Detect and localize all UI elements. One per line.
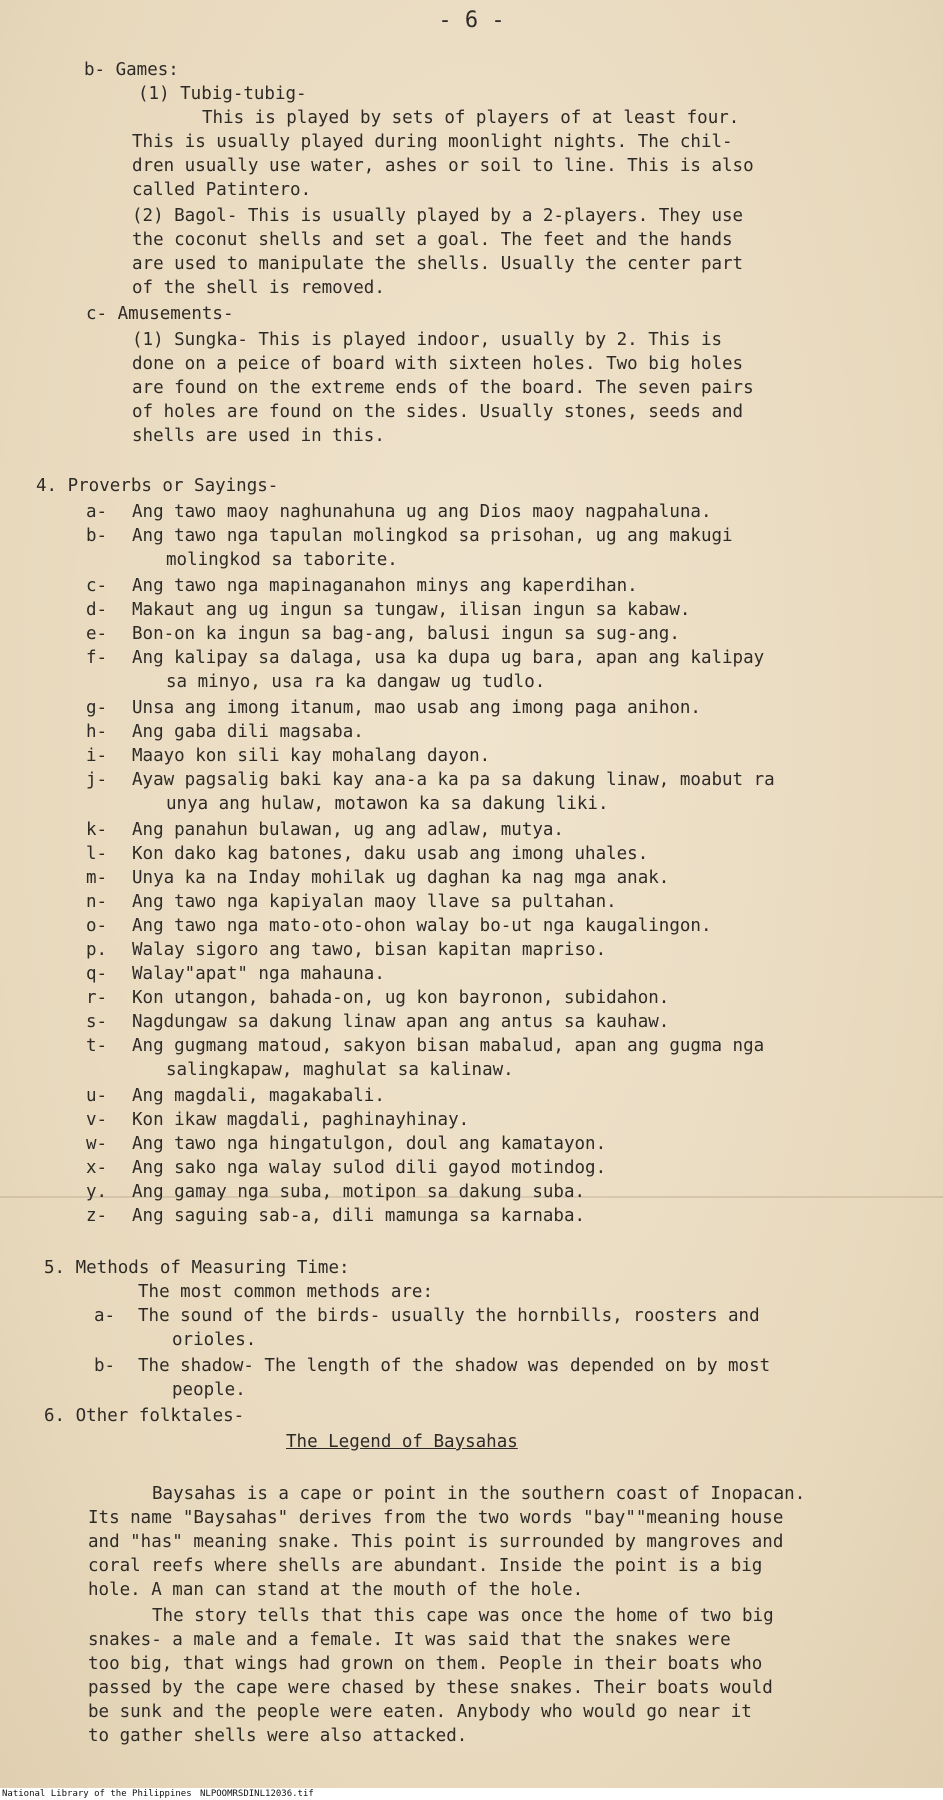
- proverb-letter: a-: [86, 502, 108, 522]
- proverb-letter: c-: [86, 576, 108, 596]
- measuring-heading: 5. Methods of Measuring Time:: [44, 1258, 350, 1278]
- amusements-line: of holes are found on the sides. Usually stones, seeds and: [132, 402, 744, 422]
- legend-line: Baysahas is a cape or point in the southern coast of Inopacan.: [152, 1484, 806, 1504]
- measuring-text: people.: [172, 1380, 246, 1400]
- proverb-text: Ang gaba dili magsaba.: [132, 722, 364, 742]
- games-line: dren usually use water, ashes or soil to line. This is also: [132, 156, 754, 176]
- proverb-letter: d-: [86, 600, 108, 620]
- games-line: (2) Bagol- This is usually played by a 2-players. They use: [132, 206, 744, 226]
- proverb-text: Ang panahun bulawan, ug ang adlaw, mutya.: [132, 820, 564, 840]
- legend-line: The story tells that this cape was once the home of two big: [152, 1606, 774, 1626]
- legend-title: The Legend of Baysahas: [286, 1432, 518, 1452]
- folktales-heading: 6. Other folktales-: [44, 1406, 245, 1426]
- games-line: the coconut shells and set a goal. The feet and the hands: [132, 230, 733, 250]
- legend-line: and "has" meaning snake. This point is surrounded by mangroves and: [88, 1532, 784, 1552]
- proverb-text: Ang saguing sab-a, dili mamunga sa karnaba.: [132, 1206, 586, 1226]
- proverb-text: Ang tawo nga tapulan molingkod sa prisohan, ug ang makugi: [132, 526, 733, 546]
- proverb-letter: e-: [86, 624, 108, 644]
- scan-footer: [0, 1788, 943, 1800]
- measuring-intro: The most common methods are:: [138, 1282, 434, 1302]
- proverb-letter: v-: [86, 1110, 108, 1130]
- proverb-text: Unya ka na Inday mohilak ug daghan ka nag mga anak.: [132, 868, 670, 888]
- proverb-letter: t-: [86, 1036, 108, 1056]
- measuring-text: orioles.: [172, 1330, 257, 1350]
- proverb-text: Ang tawo maoy naghunahuna ug ang Dios maoy nagpahaluna.: [132, 502, 712, 522]
- proverb-text: Ang magdali, magakabali.: [132, 1086, 385, 1106]
- legend-line: be sunk and the people were eaten. Anybody who would go near it: [88, 1702, 752, 1722]
- games-line: This is played by sets of players of at least four.: [202, 108, 740, 128]
- proverb-text: Unsa ang imong itanum, mao usab ang imong paga anihon.: [132, 698, 701, 718]
- proverb-text: Kon utangon, bahada-on, ug kon bayronon, subidahon.: [132, 988, 670, 1008]
- measuring-letter: a-: [94, 1306, 116, 1326]
- proverb-letter: z-: [86, 1206, 108, 1226]
- legend-line: snakes- a male and a female. It was said that the snakes were: [88, 1630, 731, 1650]
- proverb-text: sa minyo, usa ra ka dangaw ug tudlo.: [166, 672, 546, 692]
- proverb-letter: j-: [86, 770, 108, 790]
- amusements-line: done on a peice of board with sixteen holes. Two big holes: [132, 354, 744, 374]
- proverb-text: Kon ikaw magdali, paghinayhinay.: [132, 1110, 470, 1130]
- games-line: are used to manipulate the shells. Usually the center part: [132, 254, 744, 274]
- proverb-letter: o-: [86, 916, 108, 936]
- proverb-text: Ayaw pagsalig baki kay ana-a ka pa sa dakung linaw, moabut ra: [132, 770, 775, 790]
- proverb-letter: y.: [86, 1182, 108, 1202]
- proverb-letter: h-: [86, 722, 108, 742]
- proverb-letter: q-: [86, 964, 108, 984]
- proverb-text: Ang tawo nga kapiyalan maoy llave sa pultahan.: [132, 892, 617, 912]
- proverbs-heading: 4. Proverbs or Sayings-: [36, 476, 279, 496]
- proverb-text: unya ang hulaw, motawon ka sa dakung liki.: [166, 794, 609, 814]
- legend-line: to gather shells were also attacked.: [88, 1726, 468, 1746]
- proverb-letter: f-: [86, 648, 108, 668]
- proverb-letter: l-: [86, 844, 108, 864]
- legend-line: coral reefs where shells are abundant. Inside the point is a big: [88, 1556, 763, 1576]
- proverb-letter: i-: [86, 746, 108, 766]
- proverb-text: Nagdungaw sa dakung linaw apan ang antus sa kauhaw.: [132, 1012, 670, 1032]
- footer-file: NLPOOMRSDINL12036.tif: [200, 1789, 314, 1799]
- amusements-line: shells are used in this.: [132, 426, 385, 446]
- proverb-text: salingkapaw, maghulat sa kalinaw.: [166, 1060, 514, 1080]
- proverb-text: Makaut ang ug ingun sa tungaw, ilisan ingun sa kabaw.: [132, 600, 691, 620]
- proverb-letter: p.: [86, 940, 108, 960]
- legend-line: too big, that wings had grown on them. People in their boats who: [88, 1654, 763, 1674]
- proverb-text: Ang tawo nga hingatulgon, doul ang kamatayon.: [132, 1134, 607, 1154]
- proverb-letter: m-: [86, 868, 108, 888]
- proverb-text: Ang tawo nga mato-oto-ohon walay bo-ut nga kaugalingon.: [132, 916, 712, 936]
- amusements-line: are found on the extreme ends of the board. The seven pairs: [132, 378, 754, 398]
- proverb-text: Kon dako kag batones, daku usab ang imong uhales.: [132, 844, 649, 864]
- proverb-letter: g-: [86, 698, 108, 718]
- measuring-text: The shadow- The length of the shadow was depended on by most: [138, 1356, 771, 1376]
- games-line: This is usually played during moonlight nights. The chil-: [132, 132, 733, 152]
- proverb-text: Ang tawo nga mapinaganahon minys ang kaperdihan.: [132, 576, 638, 596]
- games-label: b- Games:: [84, 60, 179, 80]
- proverb-letter: r-: [86, 988, 108, 1008]
- legend-line: hole. A man can stand at the mouth of the hole.: [88, 1580, 584, 1600]
- proverb-text: Walay sigoro ang tawo, bisan kapitan mapriso.: [132, 940, 607, 960]
- proverb-text: Bon-on ka ingun sa bag-ang, balusi ingun sa sug-ang.: [132, 624, 680, 644]
- proverb-letter: n-: [86, 892, 108, 912]
- proverb-text: Walay"apat" nga mahauna.: [132, 964, 385, 984]
- games-line: called Patintero.: [132, 180, 312, 200]
- proverb-letter: k-: [86, 820, 108, 840]
- proverb-letter: u-: [86, 1086, 108, 1106]
- proverb-letter: x-: [86, 1158, 108, 1178]
- games-line: of the shell is removed.: [132, 278, 385, 298]
- footer-library: National Library of the Philippines: [2, 1789, 192, 1799]
- measuring-letter: b-: [94, 1356, 116, 1376]
- proverb-letter: s-: [86, 1012, 108, 1032]
- proverb-letter: b-: [86, 526, 108, 546]
- proverb-text: Ang sako nga walay sulod dili gayod motindog.: [132, 1158, 607, 1178]
- amusements-label: c- Amusements-: [86, 304, 234, 324]
- proverb-letter: w-: [86, 1134, 108, 1154]
- amusements-line: (1) Sungka- This is played indoor, usually by 2. This is: [132, 330, 723, 350]
- proverb-text: Ang gugmang matoud, sakyon bisan mabalud, apan ang gugma nga: [132, 1036, 765, 1056]
- legend-line: Its name "Baysahas" derives from the two words "bay""meaning house: [88, 1508, 784, 1528]
- page-number: - 6 -: [438, 8, 505, 33]
- proverb-text: Ang gamay nga suba, motipon sa dakung suba.: [132, 1182, 586, 1202]
- proverb-text: Maayo kon sili kay mohalang dayon.: [132, 746, 491, 766]
- proverb-text: molingkod sa taborite.: [166, 550, 398, 570]
- measuring-text: The sound of the birds- usually the hornbills, roosters and: [138, 1306, 760, 1326]
- proverb-text: Ang kalipay sa dalaga, usa ka dupa ug bara, apan ang kalipay: [132, 648, 765, 668]
- tubig-label: (1) Tubig-tubig-: [138, 84, 307, 104]
- legend-line: passed by the cape were chased by these snakes. Their boats would: [88, 1678, 773, 1698]
